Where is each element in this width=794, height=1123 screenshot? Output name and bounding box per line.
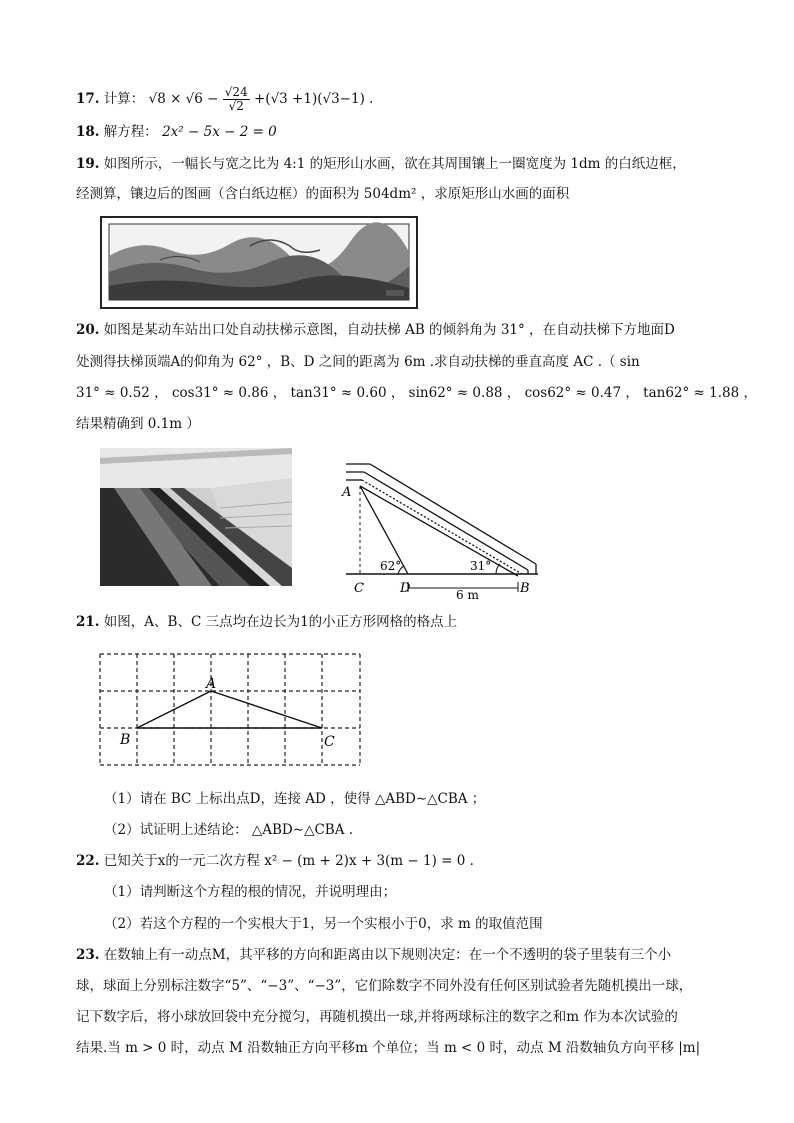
angle-31-label: 31° <box>470 559 492 573</box>
q22-line1 <box>76 851 474 871</box>
landscape-painting-figure <box>100 216 418 309</box>
q17-number: 17. <box>76 91 100 107</box>
q22-number: 22. <box>76 853 100 869</box>
q20-line4: 结果精确到 0.1m ） <box>76 416 200 432</box>
q20-line2: 处测得扶梯顶端A的仰角为 62° ，B、D 之间的距离为 6m .求自动扶梯的垂直高度 AC .（ sin <box>76 354 640 370</box>
q21-sub2: （2）试证明上述结论： △ABD∼△CBA . <box>104 822 354 838</box>
q19-line2: 经测算，镶边后的图画（含白纸边框）的面积为 504dm² ，求原矩形山水画的面积 <box>76 186 570 202</box>
q23-number: 23. <box>76 947 100 963</box>
q17-expr-a: √8 × √6 − <box>148 91 219 107</box>
q18-number: 18. <box>76 124 100 140</box>
q20-line3: 31° ≈ 0.52 ， cos31° ≈ 0.86 ， tan31° ≈ 0.60 ， sin62° ≈ 0.88 ， cos62° ≈ 0.47 ， tan62° ≈ 1.88 ， <box>76 385 757 401</box>
point-c-label: C <box>324 734 335 750</box>
q18-expr: 2x² − 5x − 2 = 0 <box>162 124 277 140</box>
q23-line2: 球，球面上分别标注数字“5”、“−3”、“−3”，它们除数字不同外没有任何区别试验者先随机摸出一球， <box>76 978 693 994</box>
q21-line1 <box>76 612 457 632</box>
q21-text1: 如图，A、B、C 三点均在边长为1的小正方形网格的格点上 <box>103 614 458 630</box>
q20-line1 <box>76 320 675 340</box>
q21-number: 21. <box>76 614 100 630</box>
q17-line <box>76 86 373 113</box>
q22-text1: 已知关于x的一元二次方程 x² − (m + 2)x + 3(m − 1) = 0 . <box>103 853 474 869</box>
q19-number: 19. <box>76 156 100 172</box>
q20-text1: 如图是某动车站出口处自动扶梯示意图，自动扶梯 AB 的倾斜角为 31° ，在自动扶梯下方地面D <box>103 322 675 338</box>
q17-expr-b: +(√3 +1)(√3−1) <box>254 91 365 107</box>
q23-line3: 记下数字后，将小球放回袋中充分搅匀，再随机摸出一球,并将两球标注的数字之和m 作为本次试验的 <box>76 1009 678 1025</box>
q17-fraction <box>223 86 250 113</box>
escalator-schematic <box>340 458 540 600</box>
label-a: A <box>342 485 352 500</box>
q19-text1: 如图所示，一幅长与宽之比为 4:1 的矩形山水画，欲在其周围镶上一圈宽度为 1dm 的白纸边框， <box>103 156 686 172</box>
q17-end: . <box>369 91 374 107</box>
distance-label: 6 m <box>456 588 479 600</box>
q20-number: 20. <box>76 322 100 338</box>
q17-frac-den: √2 <box>228 99 244 113</box>
point-b-label: B <box>120 732 131 748</box>
q23-text1: 在数轴上有一动点M，其平移的方向和距离由以下规则决定：在一个不透明的袋子里装有三个小 <box>103 947 672 963</box>
q19-line1 <box>76 154 686 174</box>
q23-line4: 结果.当 m > 0 时，动点 M 沿数轴正方向平移m 个单位；当 m < 0 时，动点 M 沿数轴负方向平移 |m| <box>76 1040 701 1056</box>
angle-62-label: 62° <box>380 559 402 573</box>
label-c: C <box>354 581 364 596</box>
q18-line <box>76 122 277 142</box>
label-b: B <box>520 581 530 596</box>
grid-triangle-figure <box>96 650 370 776</box>
escalator-photo <box>100 448 292 586</box>
q17-frac-num: √24 <box>224 85 248 99</box>
q21-sub1: （1）请在 BC 上标出点D，连接 AD ，使得 △ABD∼△CBA ； <box>104 791 486 807</box>
label-d: D <box>400 581 411 596</box>
point-a-label: A <box>206 676 217 692</box>
q18-label: 解方程： <box>103 124 158 140</box>
q23-line1 <box>76 945 671 965</box>
q22-sub1: （1）请判断这个方程的根的情况，并说明理由； <box>104 884 397 900</box>
q22-sub2: （2）若这个方程的一个实根大于1，另一个实根小于0，求 m 的取值范围 <box>104 916 543 932</box>
q17-label: 计算： <box>103 91 145 107</box>
